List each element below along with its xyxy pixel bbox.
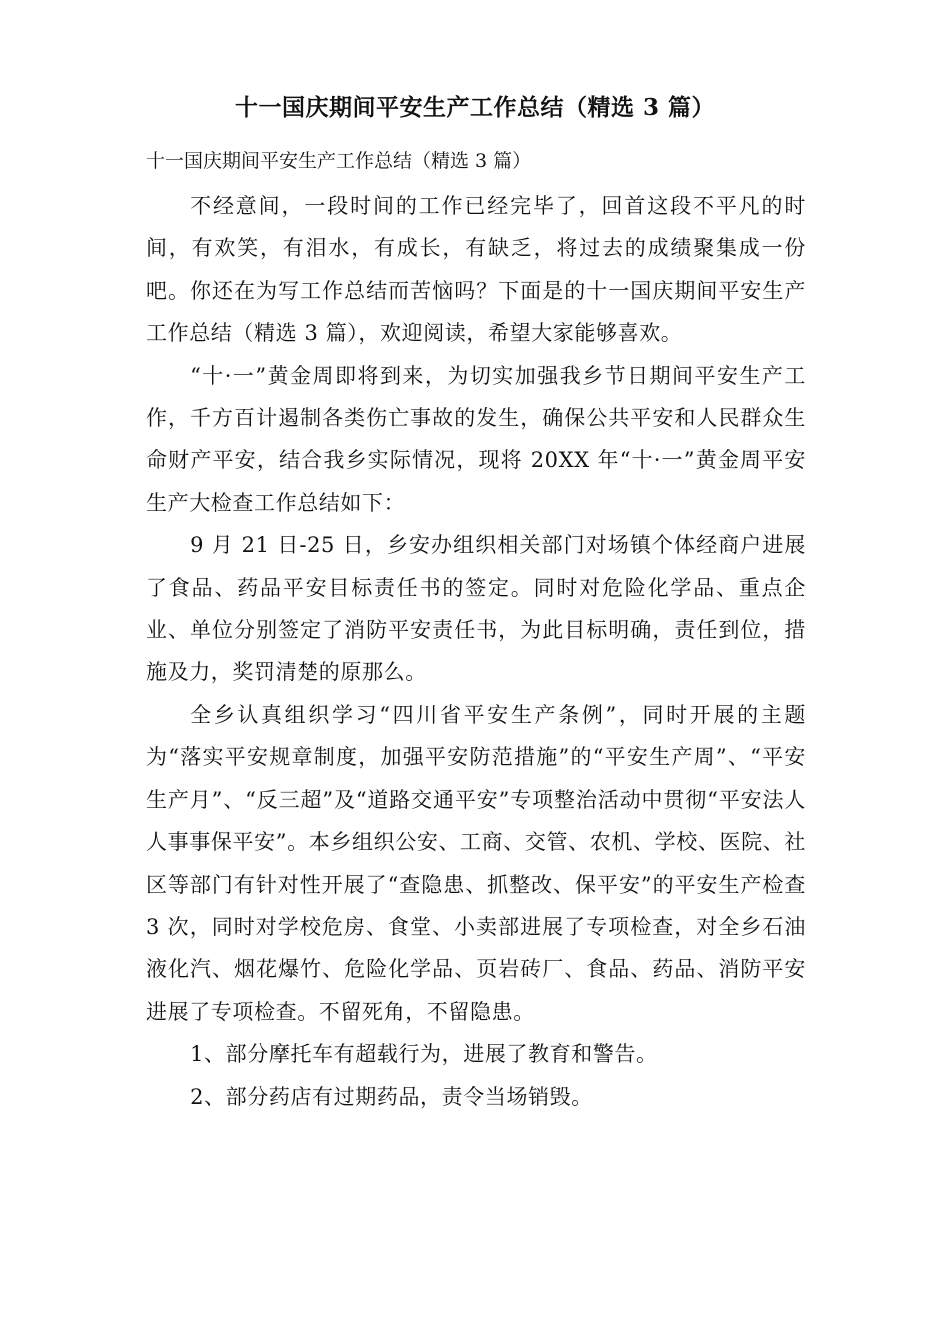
document-body xyxy=(146,185,806,1118)
paragraph-responsibility: 9 月 21 日-25 日，乡安办组织相关部门对场镇个体经商户进展了食品、药品平安目标责任书的签定。同时对危险化学品、重点企业、单位分别签定了消防平安责任书，为此目标明确，责任到位，措施及力，奖罚清楚的原那么。 xyxy=(146,533,806,685)
document-title: 十一国庆期间平安生产工作总结（精选 3 篇） xyxy=(234,94,716,121)
paragraph-golden-week: “十·一”黄金周即将到来，为切实加强我乡节日期间平安生产工作，千方百计遏制各类伤亡事故的发生，确保公共平安和人民群众生命财产平安，结合我乡实际情况，现将 20XX 年“十·一”黄金周平安生产大检查工作总结如下： xyxy=(146,363,806,515)
document-subtitle: 十一国庆期间平安生产工作总结（精选 3 篇） xyxy=(146,150,532,172)
paragraph-intro: 不经意间，一段时间的工作已经完毕了，回首这段不平凡的时间，有欢笑，有泪水，有成长，有缺乏，将过去的成绩聚集成一份吧。你还在为写工作总结而苦恼吗？下面是的十一国庆期间平安生产工作总结（精选 3 篇），欢迎阅读，希望大家能够喜欢。 xyxy=(146,194,806,346)
paragraph-finding-1: 1、部分摩托车有超载行为，进展了教育和警告。 xyxy=(190,1042,658,1067)
paragraph-finding-2: 2、部分药店有过期药品，责令当场销毁。 xyxy=(190,1084,593,1109)
paragraph-inspection: 全乡认真组织学习“四川省平安生产条例”，同时开展的主题为“落实平安规章制度，加强平安防范措施”的“平安生产周”、“平安生产月”、“反三超”及“道路交通平安”专项整治活动中贯彻“平安法人人事事保平安”。本乡组织公安、工商、交管、农机、学校、医院、社区等部门有针对性开展了“查隐患、抓整改、保平安”的平安生产检查 3 次，同时对学校危房、食堂、小卖部进展了专项检查，对全乡石油液化汽、烟花爆竹、危险化学品、页岩砖厂、食品、药品、消防平安进展了专项检查。不留死角，不留隐患。 xyxy=(146,702,806,1024)
